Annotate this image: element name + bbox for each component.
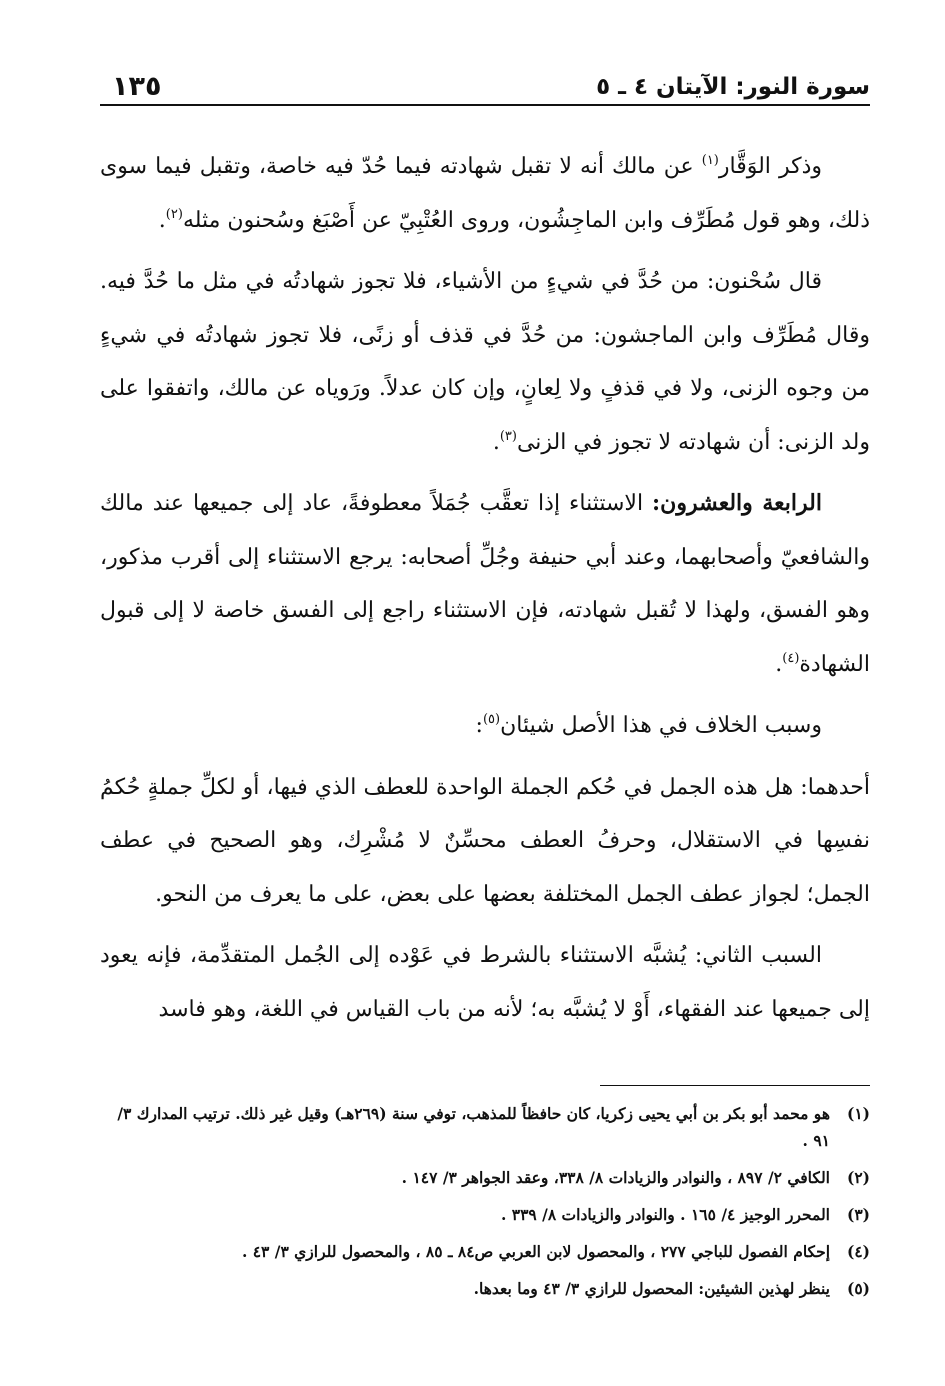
paragraph-6: [100, 929, 870, 1036]
footnote-number: (٤): [846, 1242, 870, 1261]
paragraph-3: [100, 477, 870, 691]
footnote-number: (٣): [846, 1205, 870, 1224]
footnote-text: هو محمد أبو بكر بن أبي يحيى زكريا، كان حافظاً للمذهب، توفي سنة (٢٦٩هـ) وقيل غير ذلك. ترتيب المدارك ٣/ ٩١ .: [117, 1104, 830, 1150]
paragraph-2: [100, 255, 870, 469]
running-head: [100, 58, 870, 102]
footnote-text: إحكام الفصول للباجي ٢٧٧ ، والمحصول لابن العربي ص٨٤ ـ ٨٥ ، والمحصول للرازي ٣/ ٤٣ .: [241, 1242, 830, 1261]
footnote-5: [100, 1275, 870, 1302]
footnote-ref-2[interactable]: (٢): [165, 206, 183, 222]
paragraph-4: [100, 699, 870, 753]
footnote-text: الكافي ٢/ ٨٩٧ ، والنوادر والزيادات ٨/ ٣٣٨، وعقد الجواهر ٣/ ١٤٧ .: [401, 1168, 830, 1187]
paragraph-text: قال سُحْنون: من حُدَّ في شيءٍ من الأشياء، فلا تجوز شهادتُه في مثل ما حُدَّ فيه. وقال مُطَرِّف وابن الماجشون: من حُدَّ في قذف أو زنًى، فلا تجوز شهادتُه في شيءٍ من وجوه الزنى، ولا في قذفٍ ولا لِعانٍ، وإن كان عدلاً. ورَوياه عن مالك، واتفقوا على ولد الزنى: أن شهادته لا تجوز في الزنى: [100, 269, 870, 455]
footnote-1: [100, 1100, 870, 1154]
footnote-4: [100, 1238, 870, 1265]
footnotes-separator: [600, 1085, 870, 1086]
footnote-number: (١): [846, 1104, 870, 1123]
footnote-3: [100, 1201, 870, 1228]
footnotes: [100, 1100, 870, 1312]
paragraph-end: :: [475, 713, 483, 738]
paragraph-end: .: [775, 651, 783, 677]
paragraph-text: عن مالك أنه لا تقبل شهادته فيما حُدّ فيه خاصة، وتقبل فيما سوى ذلك، وهو قول مُطَرِّف وابن الماجِشُون، وروى العُتْبِيّ عن أَصْبَغ وسُحنون مثله: [100, 154, 870, 233]
footnote-ref-4[interactable]: (٤): [782, 650, 800, 666]
header-rule: [100, 104, 870, 106]
main-text: [100, 140, 870, 1044]
paragraph-1: [100, 140, 870, 247]
paragraph-text: السبب الثاني: يُشبَّه الاستثناء بالشرط في عَوْده إلى الجُمل المتقدِّمة، فإنه يعود إلى جميعها عند الفقهاء، أَوْ لا يُشبَّه به؛ لأنه من باب القياس في اللغة، وهو فاسد: [100, 943, 870, 1022]
footnote-ref-1[interactable]: (١): [701, 153, 719, 168]
footnote-number: (٢): [846, 1168, 870, 1187]
book-page: [100, 0, 870, 1386]
footnote-text: ينظر لهذين الشيئين: المحصول للرازي ٣/ ٤٣ وما بعدها.: [473, 1279, 830, 1298]
paragraph-5: [100, 761, 870, 922]
footnote-number: (٥): [846, 1279, 870, 1298]
paragraph-end: .: [158, 207, 166, 233]
page-number: ١٣٥: [112, 71, 162, 102]
paragraph-text: الاستثناء إذا تعقَّب جُمَلاً معطوفةً، عاد إلى جميعها عند مالك والشافعيّ وأصحابهما، وعند أبي حنيفة وجُلِّ أصحابه: يرجع الاستثناء إلى أقرب مذكور، وهو الفسق، ولهذا لا تُقبل شهادته، فإن الاستثناء راجع إلى الفسق خاصة لا إلى قبول الشهادة: [100, 491, 870, 677]
footnote-ref-5[interactable]: (٥): [482, 712, 501, 727]
footnote-ref-3[interactable]: (٣): [499, 428, 517, 444]
section-heading: الرابعة والعشرون:: [652, 490, 822, 516]
paragraph-end: .: [492, 429, 500, 455]
paragraph-text: وذكر الوَقَّار: [718, 154, 822, 179]
paragraph-text: وسبب الخلاف في هذا الأصل شيئان: [500, 713, 822, 738]
footnote-text: المحرر الوجيز ٤/ ١٦٥ . والنوادر والزيادات ٨/ ٣٣٩ .: [500, 1205, 830, 1224]
footnote-2: [100, 1164, 870, 1191]
paragraph-text: أحدهما: هل هذه الجمل في حُكم الجملة الواحدة للعطف الذي فيها، أو لكلِّ جملةٍ حُكمُ نفسِها في الاستقلال، وحرفُ العطف محسِّنٌ لا مُشْرِك، وهو الصحيح في عطف الجمل؛ لجواز عطف الجمل المختلفة بعضها على بعض، على ما يعرف من النحو.: [100, 774, 870, 907]
surah-title: سورة النور: الآيتان ٤ ـ ٥: [596, 74, 870, 100]
